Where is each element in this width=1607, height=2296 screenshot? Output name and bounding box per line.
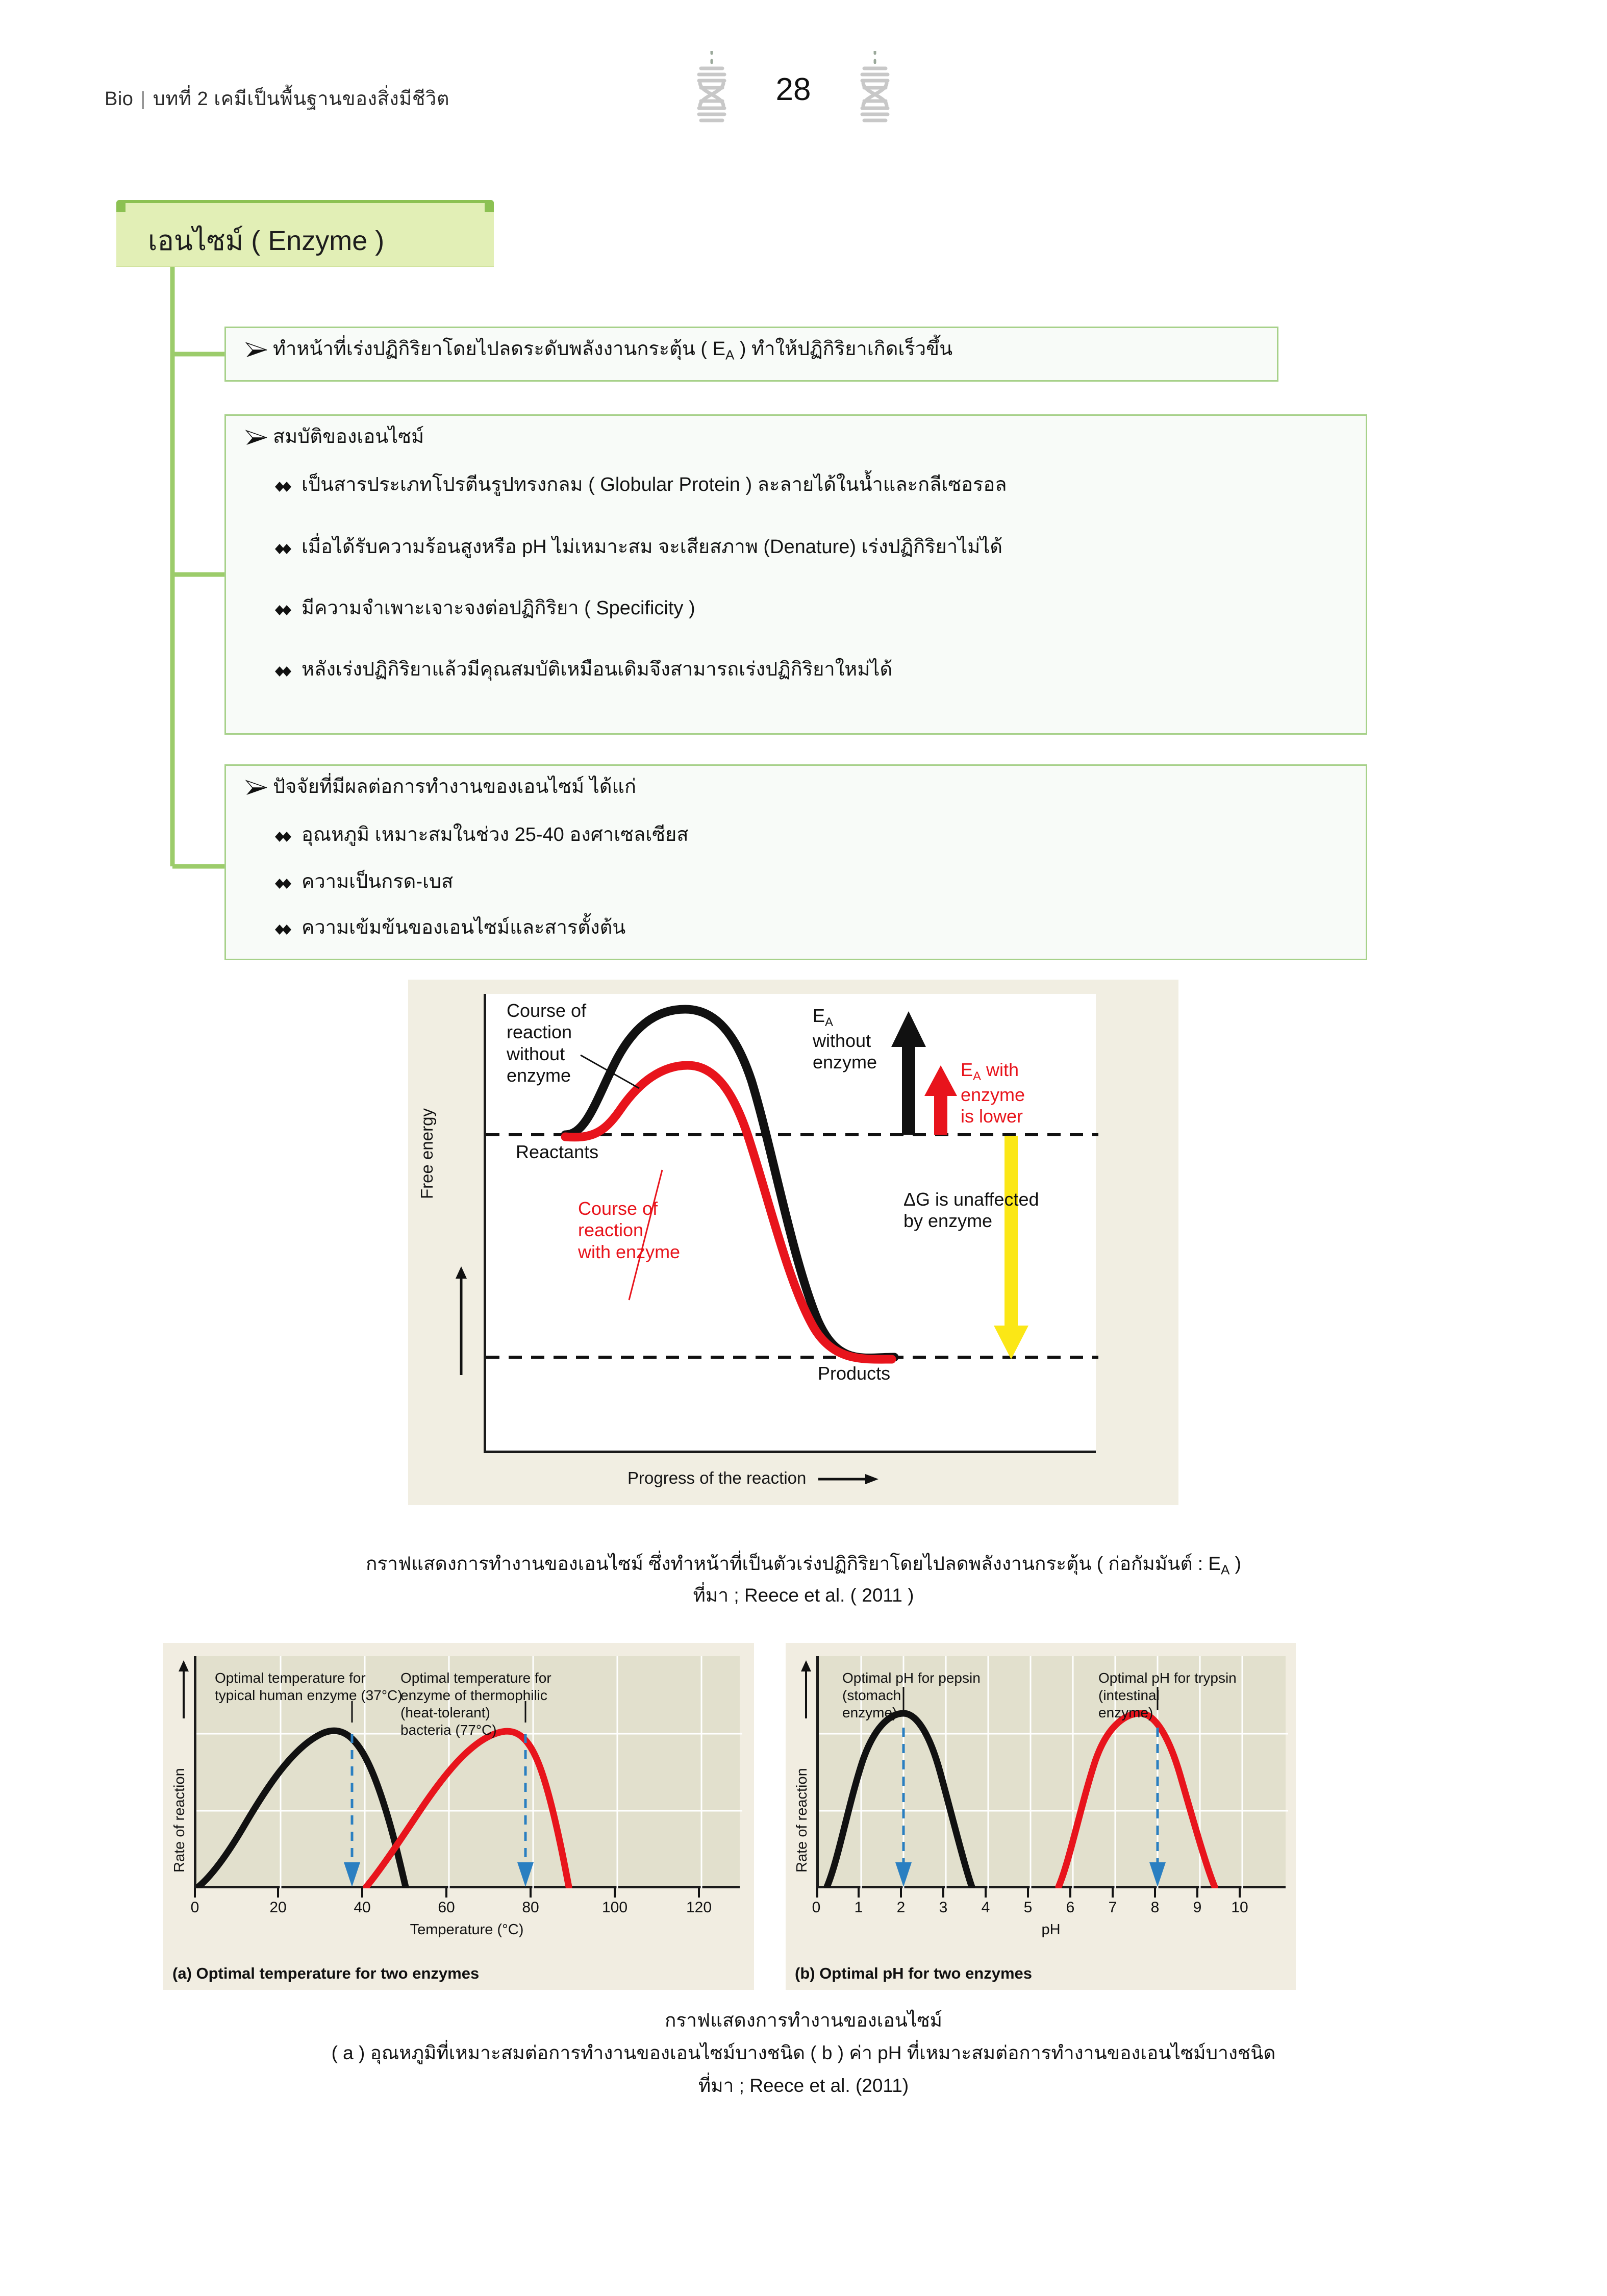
panel-b-caption: (b) Optimal pH for two enzymes [795,1964,1033,1982]
curve-thermophilic-enzyme [366,1731,569,1887]
list-item-text: ความเป็นกรด-เบส [302,871,454,892]
x-axis-arrow-icon [818,1474,880,1484]
caption-line-1: กราฟแสดงการทำงานของเอนไซม์ ซึ่งทำหน้าที่เป็นตัวเร่งปฏิกิริยาโดยไปลดพลังงานกระตุ้น ( ก่อกัมมันต์ : $E_A$ ) [366,1553,1241,1578]
list-item [273,918,625,938]
panel-a-annotation-human: Optimal temperature for typical human enzyme (37°C) [215,1670,403,1704]
dna-helix-icon [694,51,730,138]
list-item [273,537,1002,558]
diamond-bullet-icon [273,828,296,848]
panel-b-tick-2: 2 [896,1899,906,1916]
curve-human-enzyme [198,1731,406,1887]
list-item-text: ปัจจัยที่มีผลต่อการทำงานของเอนไซม์ ได้แก่ [273,776,637,797]
panel-b-tick-7: 7 [1108,1899,1117,1916]
arrow-bullet-icon [245,429,268,449]
panel-b-x-ticks [816,1888,1286,1900]
delta-g-arrow [994,1136,1028,1359]
header-breadcrumb [105,83,449,114]
panel-b-tick-4: 4 [981,1899,990,1916]
list-item-text: หลังเร่งปฏิกิริยาแล้วมีคุณสมบัติเหมือนเดิมจึงสามารถเร่งปฏิกิริยาใหม่ได้ [302,659,893,680]
caption2-line-1: กราฟแสดงการทำงานของเอนไซม์ [665,2010,942,2031]
x-axis-label: Progress of the reaction [627,1468,880,1488]
panel-a-tick-60: 60 [438,1899,455,1916]
list-item-text: อุณหภูมิ เหมาะสมในช่วง 25-40 องศาเซลเซียส [302,824,689,845]
list-item-text: มีความจำเพาะเจาะจงต่อปฏิกิริยา ( Specificity ) [302,597,695,619]
panel-a-plot-area [194,1656,740,1888]
caption2-line-2: ( a ) อุณหภูมิที่เหมาะสมต่อการทำงานของเอนไซม์บางชนิด ( b ) ค่า pH ที่เหมาะสมต่อการทำงานของเอนไซม์บางชนิด [331,2042,1276,2063]
panel-a-caption: (a) Optimal temperature for two enzymes [172,1964,480,1982]
annotation-course-without-enzyme: Course of reaction without enzyme [507,1000,587,1086]
panel-a-x-ticks [194,1888,740,1900]
list-item [273,825,689,845]
panel-b-y-axis-arrow-icon [797,1659,815,1720]
list-item [273,598,695,619]
list-item-text: ทำหน้าที่เร่งปฏิกิริยาโดยไปลดระดับพลังงานกระตุ้น ( $E_A$ ) ทำให้ปฏิกิริยาเกิดเร็วขึ้น [273,338,953,363]
header-separator: | [140,88,146,110]
annotation-course-with-enzyme: Course of reaction with enzyme [578,1198,681,1262]
list-item [273,475,1007,495]
caption2-line-3: ที่มา ; Reece et al. (2011) [698,2075,909,2096]
annotation-ea-without-enzyme: $E_A$ without enzyme [813,1005,877,1072]
panel-a-tick-20: 20 [269,1899,287,1916]
dna-helix-icon [857,51,893,138]
figure-optimal-conditions [153,1643,1301,1990]
panel-a-tick-120: 120 [686,1899,712,1916]
page-title: เอนไซม์ ( Enzyme ) [148,226,385,256]
panel-b-tick-8: 8 [1150,1899,1160,1916]
panel-b-tick-6: 6 [1066,1899,1075,1916]
panel-b-tick-5: 5 [1023,1899,1033,1916]
diamond-bullet-icon [273,540,296,560]
diamond-bullet-icon [273,875,296,895]
panel-a-x-axis-label: Temperature (°C) [410,1921,524,1938]
list-item [273,872,453,892]
list-item [245,427,424,447]
panel-b-plot-area [816,1656,1286,1888]
arrow-bullet-icon [245,779,268,799]
annotation-delta-g: ΔG is unaffected by enzyme [903,1189,1039,1232]
ea-without-enzyme-arrow [891,1011,926,1135]
panel-b-tick-9: 9 [1193,1899,1202,1916]
panel-b-x-axis-label: pH [1041,1921,1061,1938]
curve-pepsin [827,1713,972,1887]
panel-b-tick-3: 3 [939,1899,948,1916]
panel-a-tick-40: 40 [354,1899,371,1916]
document-header [0,71,1607,138]
panel-a-y-axis-arrow-icon [174,1659,193,1720]
diamond-bullet-icon [273,478,296,498]
annotation-ea-with-enzyme: $E_A$ with enzyme is lower [961,1059,1025,1127]
energy-plot-area [484,994,1096,1453]
y-axis-label: Free energy [417,1108,436,1199]
panel-a-tick-0: 0 [190,1899,199,1916]
panel-b-annotation-pepsin: Optimal pH for pepsin (stomach enzyme) [842,1670,981,1721]
list-item-text: ความเข้มข้นของเอนไซม์และสารตั้งต้น [302,917,626,938]
page-number: 28 [775,72,811,107]
content-box-properties [224,414,1367,735]
panel-b-y-axis-label: Rate of reaction [794,1768,810,1873]
header-subject: Bio [105,88,134,110]
list-item [245,777,636,797]
annotation-reactants: Reactants [516,1141,599,1162]
header-chapter: บทที่ 2 เคมีเป็นพื้นฐานของสิ่งมีชีวิต [153,88,450,110]
list-item-text: เมื่อได้รับความร้อนสูงหรือ pH ไม่เหมาะสม จะเสียสภาพ (Denature) เร่งปฏิกิริยาไม่ได้ [302,536,1003,558]
figure-energy-diagram [408,980,1178,1505]
panel-b-annotation-trypsin: Optimal pH for trypsin (intestinal enzyme) [1098,1670,1237,1721]
content-box-factors [224,764,1367,960]
content-box-function [224,327,1278,382]
panel-optimal-ph [786,1643,1296,1990]
panel-optimal-temperature [163,1643,754,1990]
y-axis-arrow-icon [451,1265,471,1378]
page-title-chip [116,200,494,266]
diamond-bullet-icon [273,663,296,683]
arrow-bullet-icon [245,341,268,361]
diamond-bullet-icon [273,602,296,621]
list-item [245,339,952,362]
list-item [273,660,892,680]
panel-b-tick-1: 1 [854,1899,863,1916]
panel-b-tick-10: 10 [1231,1899,1248,1916]
panel-b-tick-0: 0 [812,1899,821,1916]
panel-a-y-axis-label: Rate of reaction [171,1768,188,1873]
annotation-products: Products [818,1363,891,1384]
ea-with-enzyme-arrow [924,1065,957,1135]
caption-line-2: ที่มา ; Reece et al. ( 2011 ) [693,1585,914,1606]
panel-a-annotation-thermophilic: Optimal temperature for enzyme of thermophilic (heat-tolerant) bacteria (77°C) [400,1670,551,1738]
list-item-text: เป็นสารประเภทโปรตีนรูปทรงกลม ( Globular Protein ) ละลายได้ในน้ำและกลีเซอรอล [302,474,1007,495]
diamond-bullet-icon [273,921,296,941]
curve-trypsin [1059,1713,1215,1887]
panel-a-tick-100: 100 [601,1899,628,1916]
list-item-text: สมบัติของเอนไซม์ [273,426,424,447]
panel-a-tick-80: 80 [522,1899,539,1916]
